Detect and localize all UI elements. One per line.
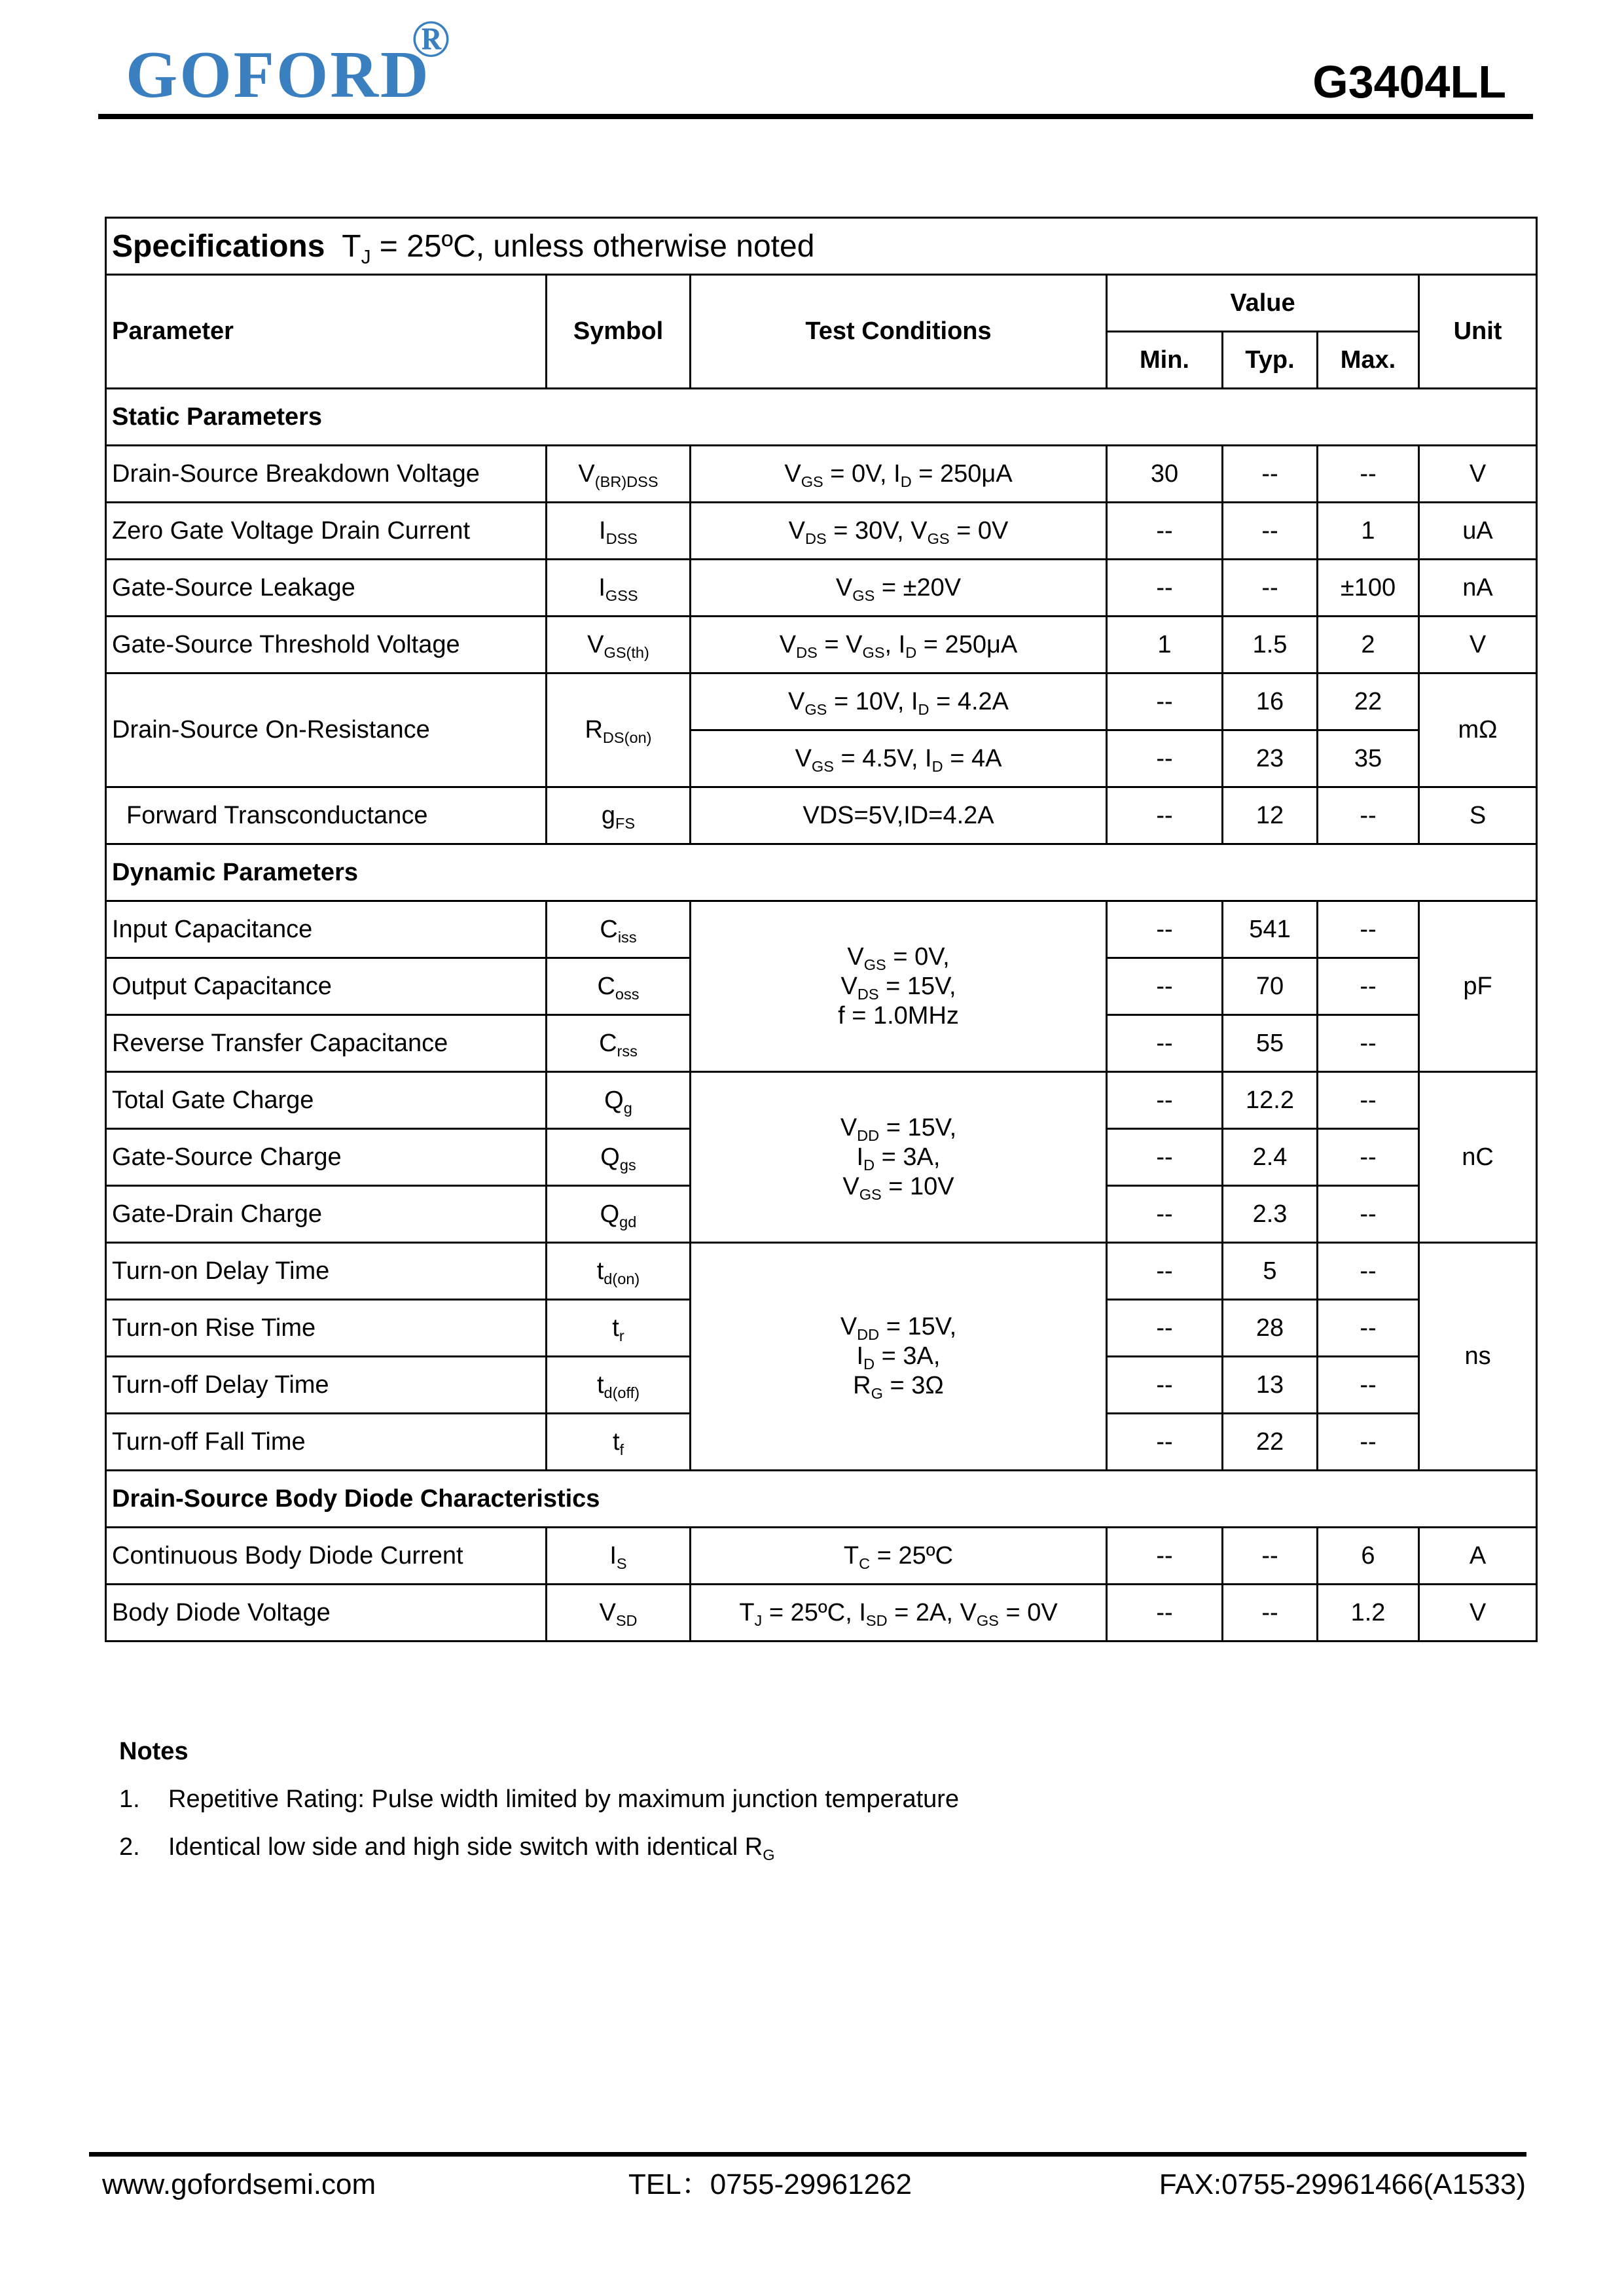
symbol-cell: $I_{GSS}$	[547, 560, 691, 617]
max-cell: 6	[1318, 1528, 1419, 1585]
max-cell: --	[1318, 1015, 1419, 1072]
header-typ: Typ.	[1223, 332, 1318, 389]
unit-cell: V	[1419, 617, 1537, 673]
note-text: Repetitive Rating: Pulse width limited by maximum junction temperature	[168, 1785, 960, 1813]
min-cell: --	[1107, 730, 1223, 787]
table-row	[106, 901, 1537, 958]
symbol-cell: $t_r$	[547, 1300, 691, 1357]
max-cell: --	[1318, 901, 1419, 958]
typ-cell: 22	[1223, 1414, 1318, 1471]
unit-cell: A	[1419, 1528, 1537, 1585]
min-cell: --	[1107, 560, 1223, 617]
unit-cell: uA	[1419, 503, 1537, 560]
table-row	[106, 503, 1537, 560]
typ-cell: 1.5	[1223, 617, 1318, 673]
section-row	[106, 844, 1537, 901]
table-row	[106, 1072, 1537, 1129]
param-cell: Turn-off Fall Time	[106, 1414, 547, 1471]
table-row	[106, 1585, 1537, 1641]
typ-cell: 2.4	[1223, 1129, 1318, 1186]
param-cell: Gate-Source Charge	[106, 1129, 547, 1186]
note-number: 2.	[119, 1833, 140, 1861]
section-row	[106, 389, 1537, 446]
param-cell: Output Capacitance	[106, 958, 547, 1015]
typ-cell: --	[1223, 446, 1318, 503]
header-max: Max.	[1318, 332, 1419, 389]
header-value: Value	[1107, 275, 1419, 332]
param-cell: Drain-Source Breakdown Voltage	[106, 446, 547, 503]
typ-cell: --	[1223, 560, 1318, 617]
min-cell: --	[1107, 1129, 1223, 1186]
symbol-cell: $C_{rss}$	[547, 1015, 691, 1072]
max-cell: 2	[1318, 617, 1419, 673]
unit-cell: S	[1419, 787, 1537, 844]
specifications-table	[105, 217, 1538, 1642]
typ-cell: 12.2	[1223, 1072, 1318, 1129]
max-cell: --	[1318, 1414, 1419, 1471]
section-static: Static Parameters	[106, 389, 1537, 446]
table-row	[106, 1243, 1537, 1300]
table-row	[106, 673, 1537, 730]
param-cell: Input Capacitance	[106, 901, 547, 958]
min-cell: --	[1107, 503, 1223, 560]
max-cell: --	[1318, 787, 1419, 844]
table-row	[106, 787, 1537, 844]
typ-cell: --	[1223, 1585, 1318, 1641]
typ-cell: 70	[1223, 958, 1318, 1015]
min-cell: --	[1107, 1357, 1223, 1414]
max-cell: --	[1318, 1357, 1419, 1414]
table-header-row	[106, 275, 1537, 332]
symbol-cell: $Q_{gs}$	[547, 1129, 691, 1186]
table-row	[106, 1528, 1537, 1585]
symbol-cell: $C_{iss}$	[547, 901, 691, 958]
unit-cell: nC	[1419, 1072, 1537, 1243]
symbol-cell: $I_S$	[547, 1528, 691, 1585]
symbol-cell: $V_{(BR)DSS}$	[547, 446, 691, 503]
symbol-cell: $Q_g$	[547, 1072, 691, 1129]
param-cell: Body Diode Voltage	[106, 1585, 547, 1641]
note-number: 1.	[119, 1785, 140, 1813]
min-cell: --	[1107, 787, 1223, 844]
max-cell: 1.2	[1318, 1585, 1419, 1641]
symbol-cell: $I_{DSS}$	[547, 503, 691, 560]
note-text: Identical low side and high side switch with identical $R_G$	[168, 1833, 775, 1864]
section-dynamic: Dynamic Parameters	[106, 844, 1537, 901]
typ-cell: 5	[1223, 1243, 1318, 1300]
condition-cell: $V_{GS} = \pm 20V$	[691, 560, 1107, 617]
symbol-cell: $Q_{gd}$	[547, 1186, 691, 1243]
symbol-cell: $t_{d(on)}$	[547, 1243, 691, 1300]
param-cell: Gate-Source Threshold Voltage	[106, 617, 547, 673]
footer-rule	[89, 2152, 1526, 2157]
param-cell: Total Gate Charge	[106, 1072, 547, 1129]
param-cell: Reverse Transfer Capacitance	[106, 1015, 547, 1072]
max-cell: --	[1318, 958, 1419, 1015]
section-row	[106, 1471, 1537, 1528]
max-cell: --	[1318, 1129, 1419, 1186]
max-cell: --	[1318, 446, 1419, 503]
symbol-cell: $t_{d(off)}$	[547, 1357, 691, 1414]
symbol-cell: $g_{FS}$	[547, 787, 691, 844]
section-diode: Drain-Source Body Diode Characteristics	[106, 1471, 1537, 1528]
header-symbol: Symbol	[547, 275, 691, 389]
table-title-row	[106, 218, 1537, 275]
condition-cell: VDS=5V,ID=4.2A	[691, 787, 1107, 844]
max-cell: 1	[1318, 503, 1419, 560]
typ-cell: 13	[1223, 1357, 1318, 1414]
max-cell: --	[1318, 1186, 1419, 1243]
min-cell: 1	[1107, 617, 1223, 673]
condition-cell: $T_C$ = 25ºC	[691, 1528, 1107, 1585]
param-cell: Turn-off Delay Time	[106, 1357, 547, 1414]
typ-cell: --	[1223, 503, 1318, 560]
typ-cell: 16	[1223, 673, 1318, 730]
typ-cell: 541	[1223, 901, 1318, 958]
condition-cell: $V_{DD} = 15V$, $I_D = 3A$, $V_{GS} = 10V$	[691, 1072, 1107, 1243]
unit-cell: nA	[1419, 560, 1537, 617]
condition-cell: $V_{GS} = 0V$, $V_{DS} = 15V$, f = 1.0MHz	[691, 901, 1107, 1072]
min-cell: --	[1107, 1015, 1223, 1072]
max-cell: --	[1318, 1300, 1419, 1357]
condition-cell: $V_{DS} = 30V$, $V_{GS} = 0V$	[691, 503, 1107, 560]
param-cell: Gate-Source Leakage	[106, 560, 547, 617]
condition-cell: $V_{GS} = 4.5V$, $I_D = 4A$	[691, 730, 1107, 787]
notes-section	[119, 1738, 959, 1881]
param-cell: Turn-on Rise Time	[106, 1300, 547, 1357]
condition-cell: $V_{GS} = 10V$, $I_D = 4.2A$	[691, 673, 1107, 730]
min-cell: --	[1107, 1186, 1223, 1243]
min-cell: --	[1107, 673, 1223, 730]
min-cell: 30	[1107, 446, 1223, 503]
symbol-cell: $V_{SD}$	[547, 1585, 691, 1641]
footer-fax: FAX:0755-29961466(A1533)	[1159, 2168, 1526, 2200]
param-cell: Drain-Source On-Resistance	[106, 673, 547, 787]
table-row	[106, 617, 1537, 673]
symbol-cell: $C_{oss}$	[547, 958, 691, 1015]
unit-cell: pF	[1419, 901, 1537, 1072]
footer-website: www.gofordsemi.com	[102, 2168, 376, 2200]
max-cell: --	[1318, 1072, 1419, 1129]
min-cell: --	[1107, 1300, 1223, 1357]
notes-heading: Notes	[119, 1738, 189, 1765]
unit-cell: V	[1419, 1585, 1537, 1641]
unit-cell: mΩ	[1419, 673, 1537, 787]
typ-cell: 12	[1223, 787, 1318, 844]
note-item	[119, 1785, 959, 1814]
note-item	[119, 1833, 959, 1864]
header-test-conditions: Test Conditions	[691, 275, 1107, 389]
param-cell: Zero Gate Voltage Drain Current	[106, 503, 547, 560]
unit-cell: V	[1419, 446, 1537, 503]
typ-cell: 23	[1223, 730, 1318, 787]
condition-cell: $V_{GS} = 0V$, $I_D = 250\mu A$	[691, 446, 1107, 503]
param-cell: Continuous Body Diode Current	[106, 1528, 547, 1585]
param-cell: Turn-on Delay Time	[106, 1243, 547, 1300]
condition-cell: $V_{DD} = 15V$, $I_D = 3A$, $R_G = 3\Omega$	[691, 1243, 1107, 1471]
max-cell: ±100	[1318, 560, 1419, 617]
symbol-cell: $t_f$	[547, 1414, 691, 1471]
min-cell: --	[1107, 1072, 1223, 1129]
min-cell: --	[1107, 1528, 1223, 1585]
min-cell: --	[1107, 958, 1223, 1015]
param-cell: Gate-Drain Charge	[106, 1186, 547, 1243]
max-cell: 22	[1318, 673, 1419, 730]
min-cell: --	[1107, 1414, 1223, 1471]
part-number: G3404LL	[1312, 56, 1506, 107]
unit-cell: ns	[1419, 1243, 1537, 1471]
table-title: Specifications $T_J$ = 25ºC, unless otherwise noted	[106, 218, 1537, 275]
header-min: Min.	[1107, 332, 1223, 389]
condition-cell: $T_J$ = 25ºC, $I_{SD} = 2A$, $V_{GS} = 0V$	[691, 1585, 1107, 1641]
brand-logo: GOFORD	[126, 38, 431, 112]
registered-mark: ®	[411, 10, 450, 68]
symbol-cell: $V_{GS(th)}$	[547, 617, 691, 673]
table-row	[106, 560, 1537, 617]
header-unit: Unit	[1419, 275, 1537, 389]
footer-telephone: TEL：0755-29961262	[628, 2168, 912, 2200]
condition-cell: $V_{DS} = V_{GS}$, $I_D = 250\mu A$	[691, 617, 1107, 673]
typ-cell: 28	[1223, 1300, 1318, 1357]
typ-cell: 55	[1223, 1015, 1318, 1072]
max-cell: --	[1318, 1243, 1419, 1300]
param-cell: Forward Transconductance	[106, 787, 547, 844]
min-cell: --	[1107, 1243, 1223, 1300]
table-row	[106, 446, 1537, 503]
min-cell: --	[1107, 901, 1223, 958]
typ-cell: --	[1223, 1528, 1318, 1585]
header-rule	[98, 114, 1533, 119]
min-cell: --	[1107, 1585, 1223, 1641]
header-parameter: Parameter	[106, 275, 547, 389]
typ-cell: 2.3	[1223, 1186, 1318, 1243]
symbol-cell: $R_{DS(on)}$	[547, 673, 691, 787]
max-cell: 35	[1318, 730, 1419, 787]
